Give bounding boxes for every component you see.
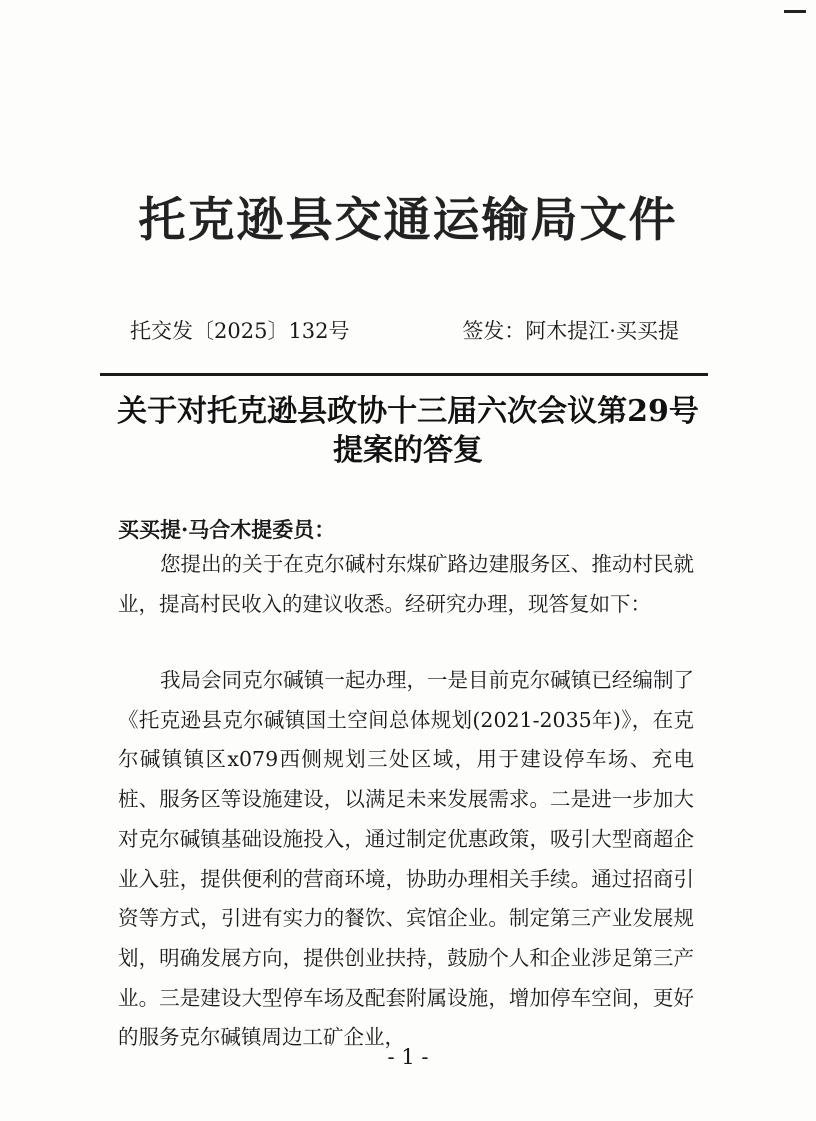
document-number: 托交发〔2025〕132号 <box>130 319 350 343</box>
corner-mark <box>784 10 806 13</box>
signer-line: 签发：阿木提江·买买提 <box>462 319 679 343</box>
header-divider <box>100 373 708 376</box>
salutation: 买买提·马合木提委员： <box>118 517 336 542</box>
org-header-title: 托克逊县交通运输局文件 <box>138 193 678 248</box>
body-paragraph-1: 您提出的关于在克尔碱村东煤矿路边建服务区、推动村民就业，提高村民收入的建议收悉。经研究办理，现答复如下： <box>118 552 694 616</box>
page-number: - 1 - <box>387 1045 429 1069</box>
reply-title: 关于对托克逊县政协十三届六次会议第29号提案的答复 <box>117 394 699 468</box>
body-paragraph-2: 我局会同克尔碱镇一起办理，一是目前克尔碱镇已经编制了《托克逊县克尔碱镇国土空间总体规划(2021-2035年)》，在克尔碱镇镇区x079西侧规划三处区域，用于建设停车场、充电桩、服务区等设施建设，以满足未来发展需求。二是进一步加大对克尔碱镇基础设施投入，通过制定优惠政策，吸引大型商超企业入驻，提供便利的营商环境，协助办理相关手续。通过招商引资等方式，引进有实力的餐饮、宾馆企业。制定第三产业发展规划，明确发展方向，提供创业扶持，鼓励个人和企业涉足第三产业。三是建设大型停车场及配套附属设施，增加停车空间，更好的服务克尔碱镇周边工矿企业， <box>118 668 694 1050</box>
